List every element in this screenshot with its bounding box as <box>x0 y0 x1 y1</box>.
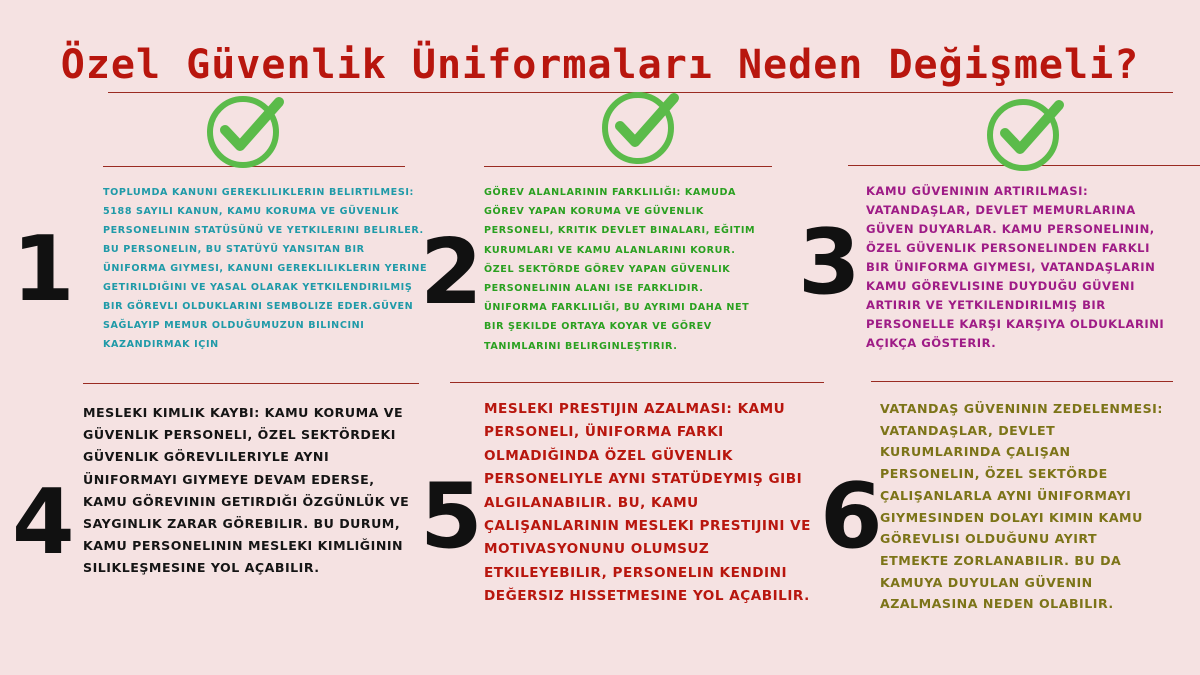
check-circle-icon <box>600 88 680 168</box>
item-number-3: 3 <box>798 210 861 315</box>
item-number-1: 1 <box>12 217 75 322</box>
item-number-2: 2 <box>420 220 483 325</box>
check-circle-icon <box>205 92 285 172</box>
item-text-4: MESLEKI KIMLIK KAYBI: KAMU KORUMA VE GÜVENLIK PERSONELI, ÖZEL SEKTÖRDEKI GÜVENLIK GÖREVLILERIYLE AYNI ÜNIFORMAYI GIYMEYE DEVAM EDERSE, KAMU GÖREVININ GETIRDIĞI ÖZGÜNLÜK VE SAYGINLIK ZARAR GÖREBILIR. BU DURUM, KAMU PERSONELININ MESLEKI KIMLIĞININ SILIKLEŞMESINE YOL AÇABILIR. <box>83 405 410 576</box>
item-text-5: MESLEKI PRESTIJIN AZALMASI: KAMU PERSONELI, ÜNIFORMA FARKI OLMADIĞINDA ÖZEL GÜVENLIK PERSONELIYLE AYNI STATÜDEYMIŞ GIBI ALGILANABILIR. BU, KAMU ÇALIŞANLARININ MESLEKI PRESTIJINI VE MOTIVASYONUNU OLUMSUZ ETKILEYEBILIR, PERSONELIN KENDINI DEĞERSIZ HISSETMESINE YOL AÇABILIR. <box>484 401 811 605</box>
check-circle-icon <box>985 95 1065 175</box>
item-text-6: VATANDAŞ GÜVENININ ZEDELENMESI: VATANDAŞLAR, DEVLET KURUMLARINDA ÇALIŞAN PERSONELIN, ÖZEL SEKTÖRDE ÇALIŞANLARLA AYNI ÜNIFORMAYI GIYMESINDEN DOLAYI KIMIN KAMU GÖREVLISI OLDUĞUNU AYIRT ETMEKTE ZORLANABILIR. BU DA KAMUYA DUYULAN GÜVENIN AZALMASINA NEDEN OLABILIR. <box>880 401 1163 612</box>
page-title: Özel Güvenlik Üniformaları Neden Değişmeli? <box>60 42 1140 88</box>
item-text-3: KAMU GÜVENININ ARTIRILMASI: VATANDAŞLAR, DEVLET MEMURLARINA GÜVEN DUYARLAR. KAMU PERSONELININ, ÖZEL GÜVENLIK PERSONELINDEN FARKLI BIR ÜNIFORMA GIYMESI, VATANDAŞLARIN KAMU GÖREVLISINE DUYDUĞU GÜVENI ARTIRIR VE YETKILENDIRILMIŞ BIR PERSONELLE KARŞI KARŞIYA OLDUKLARINI AÇIKÇA GÖSTERIR. <box>866 184 1165 350</box>
divider-col3-mid <box>871 381 1173 382</box>
divider-col2-mid <box>450 382 824 383</box>
item-number-4: 4 <box>12 470 75 575</box>
item-text-2: GÖREV ALANLARININ FARKLILIĞI: KAMUDA GÖREV YAPAN KORUMA VE GÜVENLIK PERSONELI, KRITIK DEVLET BINALARI, EĞITIM KURUMLARI VE KAMU ALANLARINI KORUR. ÖZEL SEKTÖRDE GÖREV YAPAN GÜVENLIK PERSONELININ ALANI ISE FARKLIDIR. ÜNIFORMA FARKLILIĞI, BU AYRIMI DAHA NET BIR ŞEKILDE ORTAYA KOYAR VE GÖREV TANIMLARINI BELIRGINLEŞTIRIR. <box>484 187 756 352</box>
item-text-1: TOPLUMDA KANUNI GEREKLILIKLERIN BELIRTILMESI: 5188 SAYILI KANUN, KAMU KORUMA VE GÜVENLIK PERSONELININ STATÜSÜNÜ VE YETKILERINI BELIRLER. BU PERSONELIN, BU STATÜYÜ YANSITAN BIR ÜNIFORMA GIYMESI, KANUNI GEREKLILIKLERIN YERINE GETIRILDIĞINI VE YASAL OLARAK YETKILENDIRILMIŞ BIR GÖREVLI OLDUKLARINI SEMBOLIZE EDER.GÜVEN SAĞLAYIP MEMUR OLDUĞUMUZUN BILINCINI KAZANDIRMAK IÇIN <box>103 187 428 350</box>
item-number-6: 6 <box>820 464 883 569</box>
divider-col1-mid <box>83 383 419 384</box>
item-number-5: 5 <box>420 464 483 569</box>
